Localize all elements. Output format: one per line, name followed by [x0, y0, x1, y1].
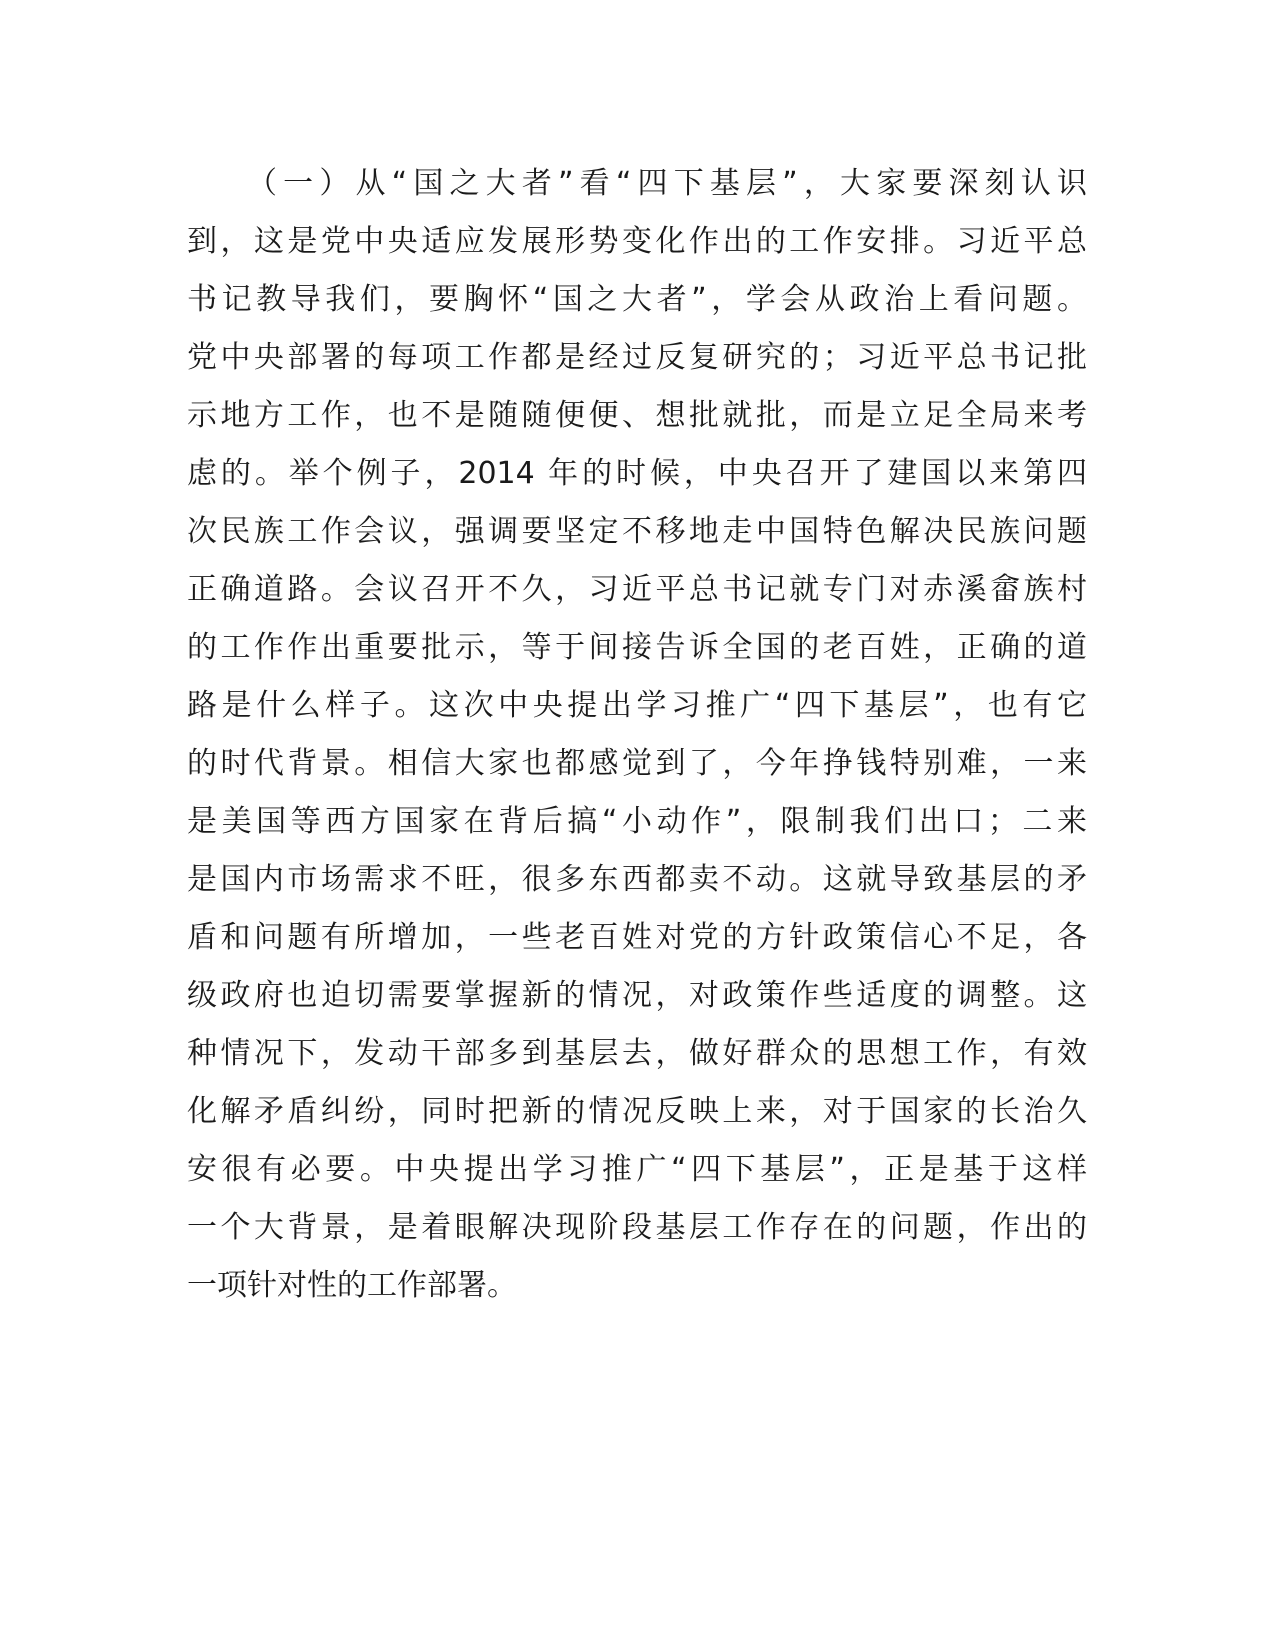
- paragraph-line: 是国内市场需求不旺，很多东西都卖不动。这就导致基层的矛: [187, 862, 1087, 897]
- paragraph-line: 示地方工作，也不是随随便便、想批就批，而是立足全局来考: [187, 398, 1087, 433]
- paragraph-line: 的时代背景。相信大家也都感觉到了，今年挣钱特别难，一来: [187, 746, 1087, 781]
- paragraph-line: 党中央部署的每项工作都是经过反复研究的；习近平总书记批: [187, 340, 1087, 375]
- paragraph-line: 级政府也迫切需要掌握新的情况，对政策作些适度的调整。这: [187, 978, 1087, 1013]
- paragraph-line: 书记教导我们，要胸怀“国之大者”，学会从政治上看问题。: [187, 282, 1087, 317]
- paragraph-line: 虑的。举个例子，2014 年的时候，中央召开了建国以来第四: [187, 456, 1087, 491]
- paragraph-line: 正确道路。会议召开不久，习近平总书记就专门对赤溪畲族村: [187, 572, 1087, 607]
- paragraph-line: 化解矛盾纠纷，同时把新的情况反映上来，对于国家的长治久: [187, 1094, 1087, 1129]
- paragraph-line: 一项针对性的工作部署。: [187, 1268, 517, 1303]
- body-paragraph: [187, 155, 1087, 1315]
- paragraph-line: 安很有必要。中央提出学习推广“四下基层”，正是基于这样: [187, 1152, 1087, 1187]
- paragraph-line: 是美国等西方国家在背后搞“小动作”，限制我们出口；二来: [187, 804, 1087, 839]
- paragraph-line: 的工作作出重要批示，等于间接告诉全国的老百姓，正确的道: [187, 630, 1087, 665]
- paragraph-line: 种情况下，发动干部多到基层去，做好群众的思想工作，有效: [187, 1036, 1087, 1071]
- paragraph-line: 路是什么样子。这次中央提出学习推广“四下基层”，也有它: [187, 688, 1087, 723]
- paragraph-line: 次民族工作会议，强调要坚定不移地走中国特色解决民族问题: [187, 514, 1087, 549]
- paragraph-line: 盾和问题有所增加，一些老百姓对党的方针政策信心不足，各: [187, 920, 1087, 955]
- paragraph-line: 一个大背景，是着眼解决现阶段基层工作存在的问题，作出的: [187, 1210, 1087, 1245]
- paragraph-line: 到，这是党中央适应发展形势变化作出的工作安排。习近平总: [187, 224, 1087, 259]
- paragraph-line: （一）从“国之大者”看“四下基层”，大家要深刻认识: [247, 166, 1087, 201]
